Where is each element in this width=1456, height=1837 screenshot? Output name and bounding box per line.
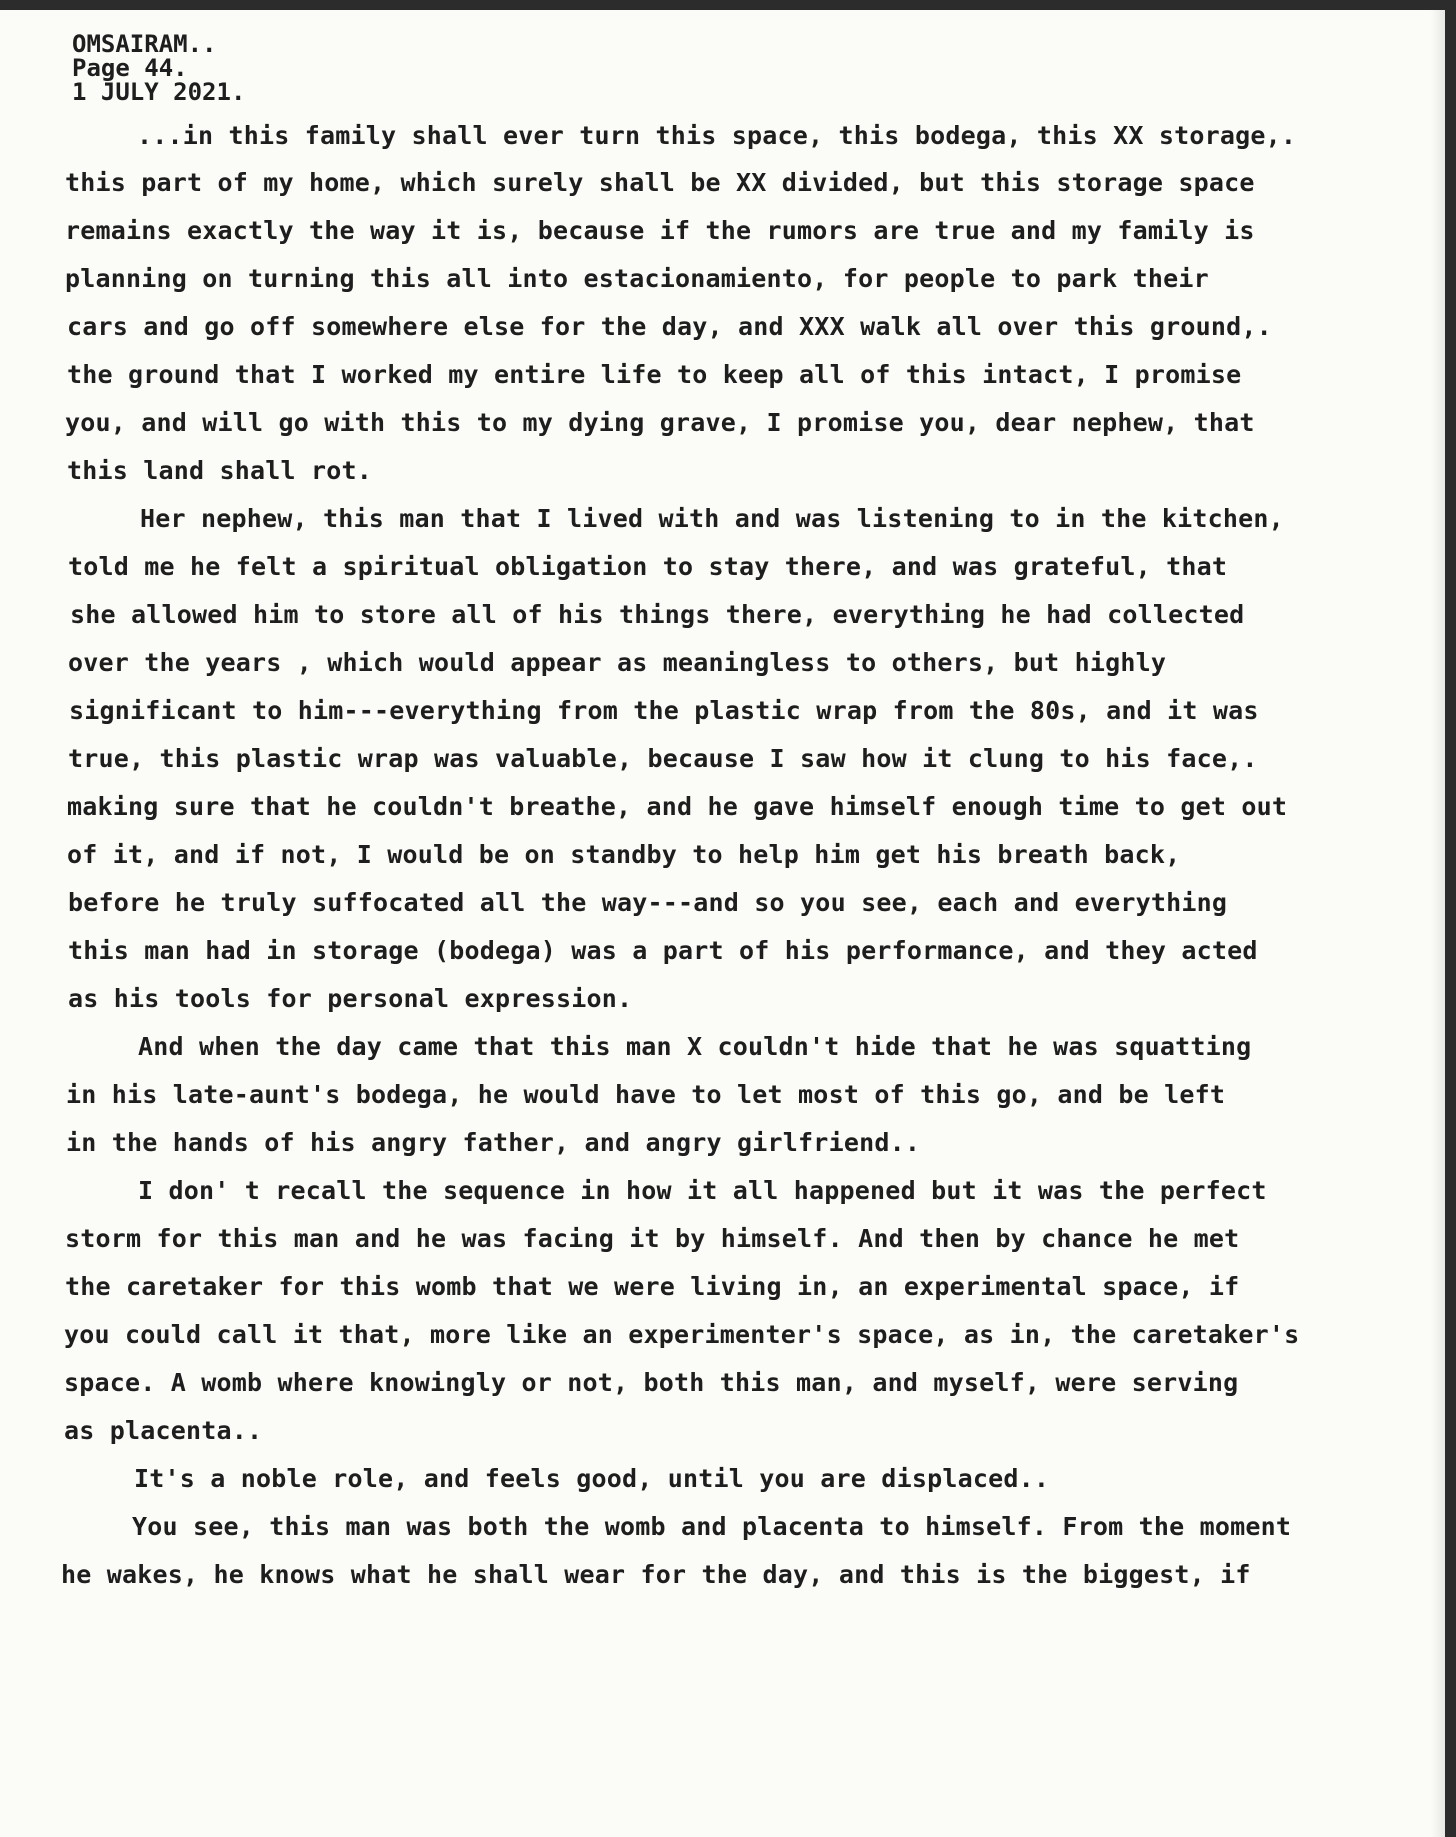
text-line: over the years , which would appear as meaningless to others, but highly <box>68 648 1167 677</box>
text-line: in his late-aunt's bodega, he would have to let most of this go, and be left <box>66 1080 1226 1109</box>
text-line: You see, this man was both the womb and placenta to himself. From the moment <box>132 1512 1292 1541</box>
header-page-number: Page 44. <box>72 54 188 82</box>
typewritten-page <box>0 10 1445 1837</box>
text-line: making sure that he couldn't breathe, and he gave himself enough time to get out <box>67 792 1288 821</box>
text-line: significant to him---everything from the plastic wrap from the 80s, and it was <box>69 696 1259 725</box>
paper-edge-shadow <box>1431 10 1445 1837</box>
text-line: cars and go off somewhere else for the day, and XXX walk all over this ground,. <box>67 312 1272 341</box>
text-line: It's a noble role, and feels good, until you are displaced.. <box>134 1464 1050 1493</box>
text-line: true, this plastic wrap was valuable, because I saw how it clung to his face,. <box>68 744 1258 773</box>
text-line: remains exactly the way it is, because if the rumors are true and my family is <box>65 216 1255 245</box>
text-line: ...in this family shall ever turn this space, this bodega, this XX storage,. <box>137 121 1297 150</box>
text-line: of it, and if not, I would be on standby to help him get his breath back, <box>67 840 1181 869</box>
text-line: you, and will go with this to my dying grave, I promise you, dear nephew, that <box>65 408 1255 437</box>
text-line: before he truly suffocated all the way---and so you see, each and everything <box>68 888 1228 917</box>
text-line: this man had in storage (bodega) was a part of his performance, and they acted <box>68 936 1258 965</box>
header-title: OMSAIRAM.. <box>72 30 217 58</box>
text-line: he wakes, he knows what he shall wear for the day, and this is the biggest, if <box>61 1560 1251 1589</box>
text-line: she allowed him to store all of his things there, everything he had collected <box>70 600 1245 629</box>
text-line: the caretaker for this womb that we were living in, an experimental space, if <box>65 1272 1240 1301</box>
text-line: as his tools for personal expression. <box>68 984 633 1013</box>
text-line: you could call it that, more like an experimenter's space, as in, the caretaker's <box>64 1320 1300 1349</box>
text-line: this land shall rot. <box>67 456 373 485</box>
page-header <box>72 32 245 104</box>
text-line: And when the day came that this man X couldn't hide that he was squatting <box>138 1032 1252 1061</box>
text-line: told me he felt a spiritual obligation to stay there, and was grateful, that <box>68 552 1228 581</box>
text-line: as placenta.. <box>64 1416 263 1445</box>
text-line: planning on turning this all into estacionamiento, for people to park their <box>65 264 1209 293</box>
text-line: I don' t recall the sequence in how it all happened but it was the perfect <box>138 1176 1267 1205</box>
text-line: in the hands of his angry father, and angry girlfriend.. <box>66 1128 921 1157</box>
text-line: the ground that I worked my entire life to keep all of this intact, I promise <box>67 360 1242 389</box>
header-date: 1 JULY 2021. <box>72 78 246 106</box>
text-line: storm for this man and he was facing it by himself. And then by chance he met <box>65 1224 1240 1253</box>
text-line: this part of my home, which surely shall be XX divided, but this storage space <box>65 168 1255 197</box>
text-line: Her nephew, this man that I lived with and was listening to in the kitchen, <box>140 504 1284 533</box>
text-line: space. A womb where knowingly or not, both this man, and myself, were serving <box>64 1368 1239 1397</box>
